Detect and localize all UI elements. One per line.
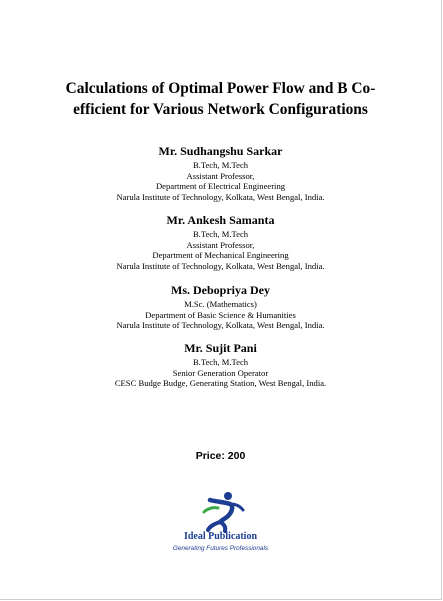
author-department: Department of Basic Science & Humanities — [145, 309, 296, 320]
author-position: Senior Generation Operator — [172, 367, 269, 378]
author-block-2 — [0, 213, 441, 271]
author-block-4 — [0, 341, 441, 389]
book-title-line-1: Calculations of Optimal Power Flow and B Co- — [65, 80, 376, 97]
author-position: Assistant Professor, — [186, 170, 255, 181]
publisher-tagline: Generating Futures Professionals — [172, 545, 269, 552]
author-affiliation: Narula Institute of Technology, Kolkata, West Bengal, India. — [116, 260, 325, 271]
author-affiliation: Narula Institute of Technology, Kolkata, West Bengal, India. — [116, 320, 325, 331]
author-degree: B.Tech, M.Tech — [192, 160, 249, 170]
author-block-3 — [0, 283, 441, 331]
author-affiliation: CESC Budge Budge, Generating Station, West Bengal, India. — [114, 378, 327, 389]
author-name: Mr. Sudhangshu Sarkar — [158, 144, 283, 158]
book-title — [10, 78, 431, 120]
author-block-1 — [0, 144, 441, 202]
author-position: Assistant Professor, — [186, 239, 255, 250]
publisher-name: Ideal Publication — [183, 531, 258, 542]
author-department: Department of Electrical Engineering — [155, 181, 286, 192]
author-degree: B.Tech, M.Tech — [192, 357, 249, 367]
author-affiliation: Narula Institute of Technology, Kolkata, West Bengal, India. — [116, 191, 325, 202]
author-name: Ms. Debopriya Dey — [171, 283, 270, 297]
author-degree: M.Sc. (Mathematics) — [184, 299, 257, 309]
author-degree: B.Tech, M.Tech — [192, 229, 249, 239]
book-title-line-2: efficient for Various Network Configurations — [73, 101, 368, 118]
author-name: Mr. Sujit Pani — [184, 341, 257, 355]
price-label: Price: 200 — [195, 450, 246, 462]
author-name: Mr. Ankesh Samanta — [166, 213, 275, 227]
author-department: Department of Mechanical Engineering — [152, 250, 289, 261]
